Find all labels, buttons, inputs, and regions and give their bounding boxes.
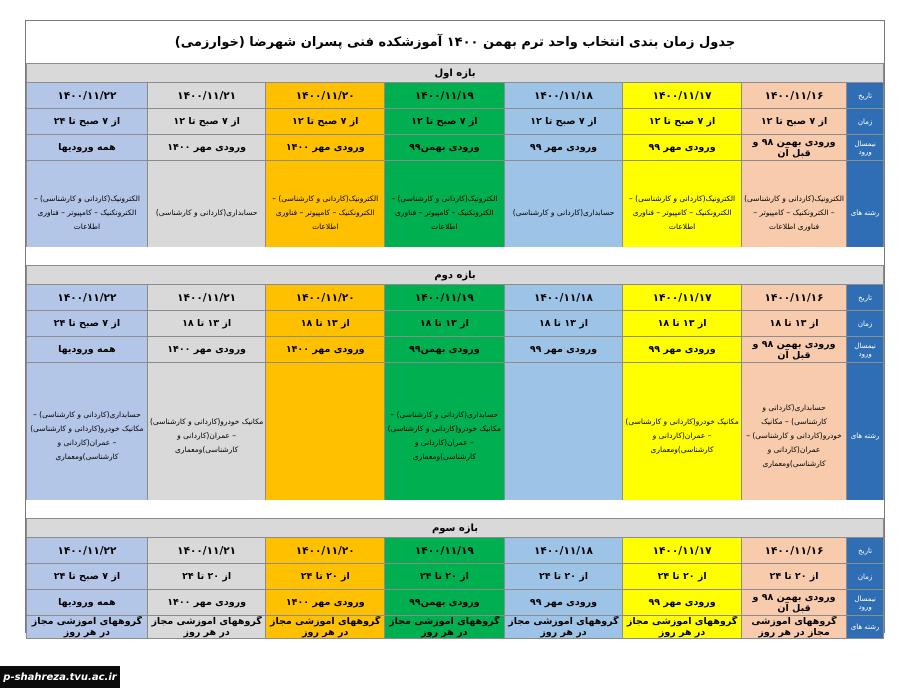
fields-cell: مکانیک خودرو(کاردانی و کارشناسی) – عمران(کاردانی و کارشناسی)ومعماری bbox=[623, 363, 742, 509]
row-label-fields: رشته های bbox=[847, 363, 884, 509]
time-cell: از ۷ صبح تا ۱۲ bbox=[147, 109, 266, 135]
row-label-time: زمان bbox=[847, 564, 884, 590]
entry-cell: ورودی مهر ۱۴۰۰ bbox=[147, 337, 266, 363]
fields-cell bbox=[266, 363, 385, 509]
fields-cell: مکانیک خودرو(کاردانی و کارشناسی) – عمران(کاردانی و کارشناسی)ومعماری bbox=[147, 363, 266, 509]
date-cell: ۱۴۰۰/۱۱/۲۰ bbox=[266, 538, 385, 564]
date-cell: ۱۴۰۰/۱۱/۲۰ bbox=[266, 83, 385, 109]
row-label-date: تاریخ bbox=[847, 83, 884, 109]
entry-cell: ورودی بهمن ۹۸ و قبل آن bbox=[741, 590, 846, 616]
entry-cell: ورودی مهر ۹۹ bbox=[623, 337, 742, 363]
date-cell: ۱۴۰۰/۱۱/۲۲ bbox=[27, 285, 148, 311]
row-label-time: زمان bbox=[847, 311, 884, 337]
date-cell: ۱۴۰۰/۱۱/۲۱ bbox=[147, 285, 266, 311]
fields-cell: حسابداری(کاردانی و کارشناسی) – مکانیک خودرو(کاردانی و کارشناسی) – عمران(کاردانی و کارشناسی)ومعماری bbox=[741, 363, 846, 509]
entry-cell: ورودی مهر ۱۴۰۰ bbox=[147, 590, 266, 616]
row-label-date: تاریخ bbox=[847, 285, 884, 311]
time-cell: از ۷ صبح تا ۲۴ bbox=[27, 109, 148, 135]
schedule-frame bbox=[25, 20, 885, 638]
entry-cell: ورودی مهر ۱۴۰۰ bbox=[147, 135, 266, 161]
entry-cell: ورودی بهمن۹۹ bbox=[385, 337, 505, 363]
period-table-2 bbox=[26, 265, 884, 509]
time-cell: از ۱۳ تا ۱۸ bbox=[623, 311, 742, 337]
time-cell: از ۲۰ تا ۲۴ bbox=[741, 564, 846, 590]
fields-cell: گروههای آموزشی مجاز در هر روز bbox=[504, 616, 623, 639]
entry-cell: ورودی مهر ۱۴۰۰ bbox=[266, 590, 385, 616]
date-cell: ۱۴۰۰/۱۱/۱۷ bbox=[623, 538, 742, 564]
fields-cell: الکترونیک(کاردانی و کارشناسی) – الکترونکنیک – کامپیوتر – فناوری اطلاعات bbox=[623, 161, 742, 265]
time-cell: از ۷ صبح تا ۱۲ bbox=[266, 109, 385, 135]
date-cell: ۱۴۰۰/۱۱/۱۶ bbox=[741, 538, 846, 564]
time-cell: از ۲۰ تا ۲۴ bbox=[266, 564, 385, 590]
fields-cell: الکترونیک(کاردانی و کارشناسی) – الکترونکنیک – کامپیوتر – فناوری اطلاعات bbox=[741, 161, 846, 265]
time-cell: از ۲۰ تا ۲۴ bbox=[504, 564, 623, 590]
period-separator bbox=[26, 500, 884, 518]
time-cell: از ۲۰ تا ۲۴ bbox=[623, 564, 742, 590]
date-cell: ۱۴۰۰/۱۱/۱۹ bbox=[385, 538, 505, 564]
date-cell: ۱۴۰۰/۱۱/۱۶ bbox=[741, 285, 846, 311]
time-cell: از ۱۳ تا ۱۸ bbox=[385, 311, 505, 337]
fields-cell: گروههای آموزشی مجاز در هر روز bbox=[266, 616, 385, 639]
date-cell: ۱۴۰۰/۱۱/۲۲ bbox=[27, 538, 148, 564]
entry-cell: ورودی مهر ۱۴۰۰ bbox=[266, 135, 385, 161]
date-cell: ۱۴۰۰/۱۱/۲۲ bbox=[27, 83, 148, 109]
fields-cell: الکترونیک(کاردانی و کارشناسی) – الکترونکنیک – کامپیوتر – فناوری اطلاعات bbox=[266, 161, 385, 265]
entry-cell: همه ورودیها bbox=[27, 135, 148, 161]
period-heading: بازه سوم bbox=[27, 519, 884, 538]
date-cell: ۱۴۰۰/۱۱/۱۷ bbox=[623, 285, 742, 311]
entry-cell: ورودی بهمن ۹۸ و قبل آن bbox=[741, 337, 846, 363]
time-cell: از ۱۳ تا ۱۸ bbox=[741, 311, 846, 337]
time-cell: از ۷ صبح تا ۲۴ bbox=[27, 311, 148, 337]
time-cell: از ۱۳ تا ۱۸ bbox=[266, 311, 385, 337]
entry-cell: همه ورودیها bbox=[27, 590, 148, 616]
time-cell: از ۱۳ تا ۱۸ bbox=[504, 311, 623, 337]
fields-cell: حسابداری(کاردانی و کارشناسی) – مکانیک خودرو(کاردانی و کارشناسی) – عمران(کاردانی و کارشناسی)ومعماری bbox=[385, 363, 505, 509]
fields-cell: حسابداری(کاردانی و کارشناسی) – مکانیک خودرو(کاردانی و کارشناسی) – عمران(کاردانی و کارشناسی)ومعماری bbox=[27, 363, 148, 509]
page-title: جدول زمان بندی انتخاب واحد ترم بهمن ۱۴۰۰ آموزشکده فنی پسران شهرضا (خوارزمی) bbox=[26, 21, 884, 64]
date-cell: ۱۴۰۰/۱۱/۱۸ bbox=[504, 538, 623, 564]
entry-cell: ورودی مهر ۹۹ bbox=[504, 337, 623, 363]
fields-cell: گروههای آموزشی مجاز در هر روز bbox=[623, 616, 742, 639]
time-cell: از ۲۰ تا ۲۴ bbox=[385, 564, 505, 590]
fields-cell: گروههای آموزشی مجاز در هر روز bbox=[385, 616, 505, 639]
fields-cell: الکترونیک(کاردانی و کارشناسی) – الکترونکنیک – کامپیوتر – فناوری اطلاعات bbox=[27, 161, 148, 265]
row-label-fields: رشته های bbox=[847, 161, 884, 265]
date-cell: ۱۴۰۰/۱۱/۱۹ bbox=[385, 285, 505, 311]
entry-cell: ورودی مهر ۹۹ bbox=[623, 135, 742, 161]
row-label-entry: نیمسال ورود bbox=[847, 590, 884, 616]
time-cell: از ۷ صبح تا ۱۲ bbox=[623, 109, 742, 135]
date-cell: ۱۴۰۰/۱۱/۲۱ bbox=[147, 538, 266, 564]
fields-cell: گروههای آموزشی مجاز در هر روز bbox=[741, 616, 846, 639]
fields-cell: گروههای آموزشی مجاز در هر روز bbox=[27, 616, 148, 639]
fields-cell: الکترونیک(کاردانی و کارشناسی) – الکترونکنیک – کامپیوتر – فناوری اطلاعات bbox=[385, 161, 505, 265]
period-separator bbox=[26, 247, 884, 265]
row-label-entry: نیمسال ورود bbox=[847, 337, 884, 363]
entry-cell: ورودی بهمن۹۹ bbox=[385, 135, 505, 161]
time-cell: از ۱۳ تا ۱۸ bbox=[147, 311, 266, 337]
time-cell: از ۷ صبح تا ۲۴ bbox=[27, 564, 148, 590]
period-heading: بازه دوم bbox=[27, 266, 884, 285]
row-label-time: زمان bbox=[847, 109, 884, 135]
fields-cell: حسابداری(کاردانی و کارشناسی) bbox=[504, 161, 623, 265]
period-table-3 bbox=[26, 518, 884, 639]
entry-cell: ورودی بهمن ۹۸ و قبل آن bbox=[741, 135, 846, 161]
date-cell: ۱۴۰۰/۱۱/۲۱ bbox=[147, 83, 266, 109]
date-cell: ۱۴۰۰/۱۱/۱۹ bbox=[385, 83, 505, 109]
time-cell: از ۷ صبح تا ۱۲ bbox=[385, 109, 505, 135]
entry-cell: ورودی بهمن۹۹ bbox=[385, 590, 505, 616]
entry-cell: ورودی مهر ۹۹ bbox=[504, 135, 623, 161]
entry-cell: همه ورودیها bbox=[27, 337, 148, 363]
time-cell: از ۷ صبح تا ۱۲ bbox=[741, 109, 846, 135]
fields-cell bbox=[504, 363, 623, 509]
time-cell: از ۷ صبح تا ۱۲ bbox=[504, 109, 623, 135]
period-heading: بازه اول bbox=[27, 64, 884, 83]
entry-cell: ورودی مهر ۹۹ bbox=[623, 590, 742, 616]
website-badge[interactable]: p-shahreza.tvu.ac.ir bbox=[0, 666, 120, 688]
date-cell: ۱۴۰۰/۱۱/۱۸ bbox=[504, 285, 623, 311]
date-cell: ۱۴۰۰/۱۱/۱۸ bbox=[504, 83, 623, 109]
date-cell: ۱۴۰۰/۱۱/۱۷ bbox=[623, 83, 742, 109]
fields-cell: حسابداری(کاردانی و کارشناسی) bbox=[147, 161, 266, 265]
period-table-1 bbox=[26, 63, 884, 265]
fields-cell: گروههای آموزشی مجاز در هر روز bbox=[147, 616, 266, 639]
time-cell: از ۲۰ تا ۲۴ bbox=[147, 564, 266, 590]
entry-cell: ورودی مهر ۹۹ bbox=[504, 590, 623, 616]
row-label-date: تاریخ bbox=[847, 538, 884, 564]
date-cell: ۱۴۰۰/۱۱/۱۶ bbox=[741, 83, 846, 109]
date-cell: ۱۴۰۰/۱۱/۲۰ bbox=[266, 285, 385, 311]
entry-cell: ورودی مهر ۱۴۰۰ bbox=[266, 337, 385, 363]
row-label-entry: نیمسال ورود bbox=[847, 135, 884, 161]
row-label-fields: رشته های bbox=[847, 616, 884, 639]
